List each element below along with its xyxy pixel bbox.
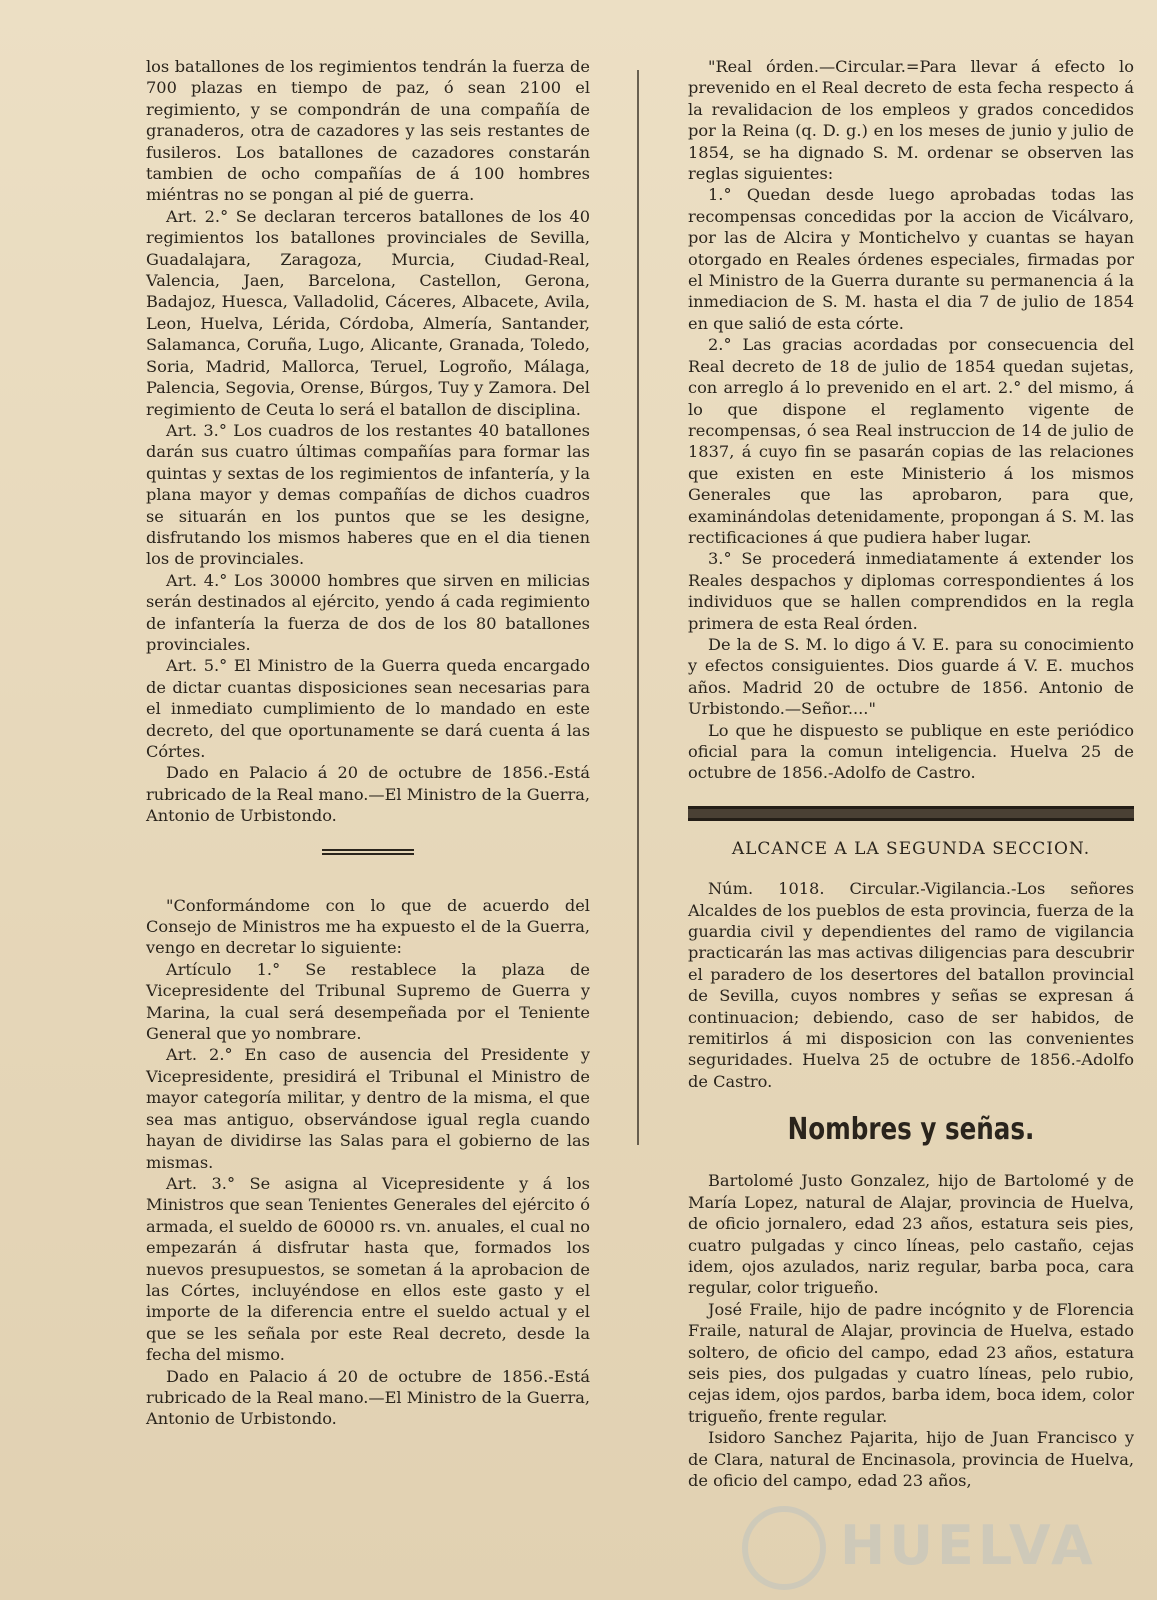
royal-order-intro: "Real órden.—Circular.=Para llevar á efecto lo prevenido en el Real decreto de esta fecha respecto á la revalidacion de los empleos y grados concedidos por la Reina (q. D. g.) en los meses de junio y julio de 1854, se ha dignado S. M. ordenar se observen las reglas siguientes:: [688, 57, 1134, 184]
decree-signature: Dado en Palacio á 20 de octubre de 1856.-Está rubricado de la Real mano.—El Ministro de la Guerra, Antonio de Urbistondo.: [146, 763, 590, 826]
right-column: [688, 56, 1134, 1491]
royal-order-closing: De la de S. M. lo digo á V. E. para su conocimiento y efectos consiguientes. Dios guarde á V. E. muchos años. Madrid 20 de octubre de 1856. Antonio de Urbistondo.—Señor....": [688, 634, 1134, 719]
royal-order-rule-1: 1.° Quedan desde luego aprobadas todas las recompensas concedidas por la accion de Vicálvaro, por las de Alcira y Montichelvo y cuantas se hayan otorgado en Reales órdenes especiales, firmadas por el Ministro de la Guerra durante su permanencia á la inmediacion de S. M. hasta el dia 7 de julio de 1854 en que salió de esta córte.: [688, 185, 1134, 333]
second-decree-article-3: Art. 3.° Se asigna al Vicepresidente y á los Ministros que sean Tenientes Generales del ejército ó armada, el sueldo de 60000 rs. vn. anuales, el cual no empezarán á disfrutar hasta que, formados los nuevos presupuestos, se sometan á la aprobacion de las Córtes, incluyéndose en ellos este gasto y el importe de la diferencia entre el sueldo actual y el que se les señala por este Real decreto, desde la fecha del mismo.: [146, 1173, 590, 1365]
second-decree-signature: Dado en Palacio á 20 de octubre de 1856.-Está rubricado de la Real mano.—El Ministro de la Guerra, Antonio de Urbistondo.: [146, 1366, 590, 1429]
watermark-text: HUELVA: [840, 1514, 1097, 1577]
decree-article-2: Art. 2.° Se declaran terceros batallones de los 40 regimientos los batallones provinciales de Sevilla, Guadalajara, Zaragoza, Murcia, Ciudad-Real, Valencia, Jaen, Barcelona, Castellon, Gerona, Badajoz, Huesca, Valladolid, Cáceres, Albacete, Avila, Leon, Huelva, Lérida, Córdoba, Almería, Santander, Salamanca, Coruña, Lugo, Alicante, Granada, Toledo, Soria, Madrid, Mallorca, Teruel, Logroño, Málaga, Palencia, Segovia, Orense, Búrgos, Tuy y Zamora. Del regimiento de Ceuta lo será el batallon de disciplina.: [146, 206, 590, 419]
left-column: [146, 56, 590, 1430]
royal-order-rule-3: 3.° Se procederá inmediatamente á extender los Reales despachos y diplomas correspondientes á los individuos que se hallen comprendidos en la regla primera de esta Real órden.: [688, 549, 1134, 633]
publication-note: Lo que he dispuesto se publique en este periódico oficial para la comun inteligencia. Huelva 25 de octubre de 1856.-Adolfo de Castro.: [688, 720, 1134, 783]
names-heading: Nombres y señas.: [787, 1112, 1035, 1148]
second-decree-intro: "Conformándome con lo que de acuerdo del Consejo de Ministros me ha expuesto el de la Guerra, vengo en decretar lo siguiente:: [146, 895, 590, 958]
circular-vigilancia: Núm. 1018. Circular.-Vigilancia.-Los señores Alcaldes de los pueblos de esta provincia, fuerza de la guardia civil y dependientes del ramo de vigilancia practicarán las mas activas diligencias para descubrir el paradero de los desertores del batallon provincial de Sevilla, cuyos nombres y señas se expresan á continuacion; debiendo, caso de ser habidos, de remitirlos á mi disposicion con las convenientes seguridades. Huelva 25 de octubre de 1856.-Adolfo de Castro.: [688, 879, 1134, 1091]
deserter-entry: Isidoro Sanchez Pajarita, hijo de Juan Francisco y de Clara, natural de Encinasola, provincia de Huelva, de oficio del campo, edad 23 años,: [688, 1428, 1134, 1490]
decree-paragraph: los batallones de los regimientos tendrán la fuerza de 700 plazas en tiempo de paz, ó sean 2100 el regimiento, y se compondrán de una compañía de granaderos, otra de cazadores y las seis restantes de fusileros. Los batallones de cazadores constarán tambien de ocho compañías de á 100 hombres miéntras no se pongan al pié de guerra.: [146, 57, 590, 205]
decree-article-4: Art. 4.° Los 30000 hombres que sirven en milicias serán destinados al ejército, yendo á cada regimiento de infantería la fuerza de dos de los 80 batallones provinciales.: [146, 570, 590, 654]
section-divider: [688, 806, 1134, 821]
deserter-entry: Bartolomé Justo Gonzalez, hijo de Bartolomé y de María Lopez, natural de Alajar, provincia de Huelva, de oficio jornalero, edad 23 años, estatura seis pies, cuatro pulgadas y cinco líneas, pelo castaño, cejas idem, ojos azulados, nariz regular, barba poca, cara regular, color trigueño.: [688, 1171, 1134, 1298]
decree-article-3: Art. 3.° Los cuadros de los restantes 40 batallones darán sus cuatro últimas compañías para formar las quintas y sextas de los regimientos de infantería, y la plana mayor y demas compañías de dichos cuadros se situarán en los puntos que se les designe, disfrutando los mismos haberes que en el dia tienen los de provinciales.: [146, 420, 590, 569]
seal-icon: [742, 1506, 826, 1590]
royal-order-rule-2: 2.° Las gracias acordadas por consecuencia del Real decreto de 18 de julio de 1854 quedan sujetas, con arreglo á lo prevenido en el art. 2.° del mismo, á lo que dispone el reglamento vigente de recompensas, ó sea Real instruccion de 14 de julio de 1837, á cuyo fin se pasarán copias de las relaciones que existen en este Ministerio á los mismos Generales que las aprobaron, para que, examinándolas detenidamente, propongan á S. M. las rectificaciones á que pudiera haber lugar.: [688, 335, 1134, 547]
separator-rule: [322, 849, 414, 855]
archive-watermark: [742, 1500, 1097, 1590]
second-decree-article-1: Artículo 1.° Se restablece la plaza de Vicepresidente del Tribunal Supremo de Guerra y Marina, la cual será desempeñada por el Teniente General que yo nombrare.: [146, 959, 590, 1044]
section-title: ALCANCE A LA SEGUNDA SECCION.: [731, 838, 1091, 859]
decree-article-5: Art. 5.° El Ministro de la Guerra queda encargado de dictar cuantas disposiciones sean necesarias para el inmediato cumplimiento de lo mandado en este decreto, del que oportunamente se dará cuenta á las Córtes.: [146, 656, 590, 761]
deserter-entry: José Fraile, hijo de padre incógnito y de Florencia Fraile, natural de Alajar, provincia de Huelva, estado soltero, de oficio del campo, edad 23 años, estatura seis pies, dos pulgadas y cuatro líneas, pelo rubio, cejas idem, ojos pardos, barba idem, boca idem, color trigueño, frente regular.: [688, 1299, 1134, 1426]
column-divider: [637, 70, 639, 1145]
second-decree-article-2: Art. 2.° En caso de ausencia del Presidente y Vicepresidente, presidirá el Tribunal el Ministro de mayor categoría militar, y dentro de la misma, el que sea mas antiguo, observándose igual regla cuando hayan de dividirse las Salas para el gobierno de las mismas.: [146, 1045, 590, 1172]
